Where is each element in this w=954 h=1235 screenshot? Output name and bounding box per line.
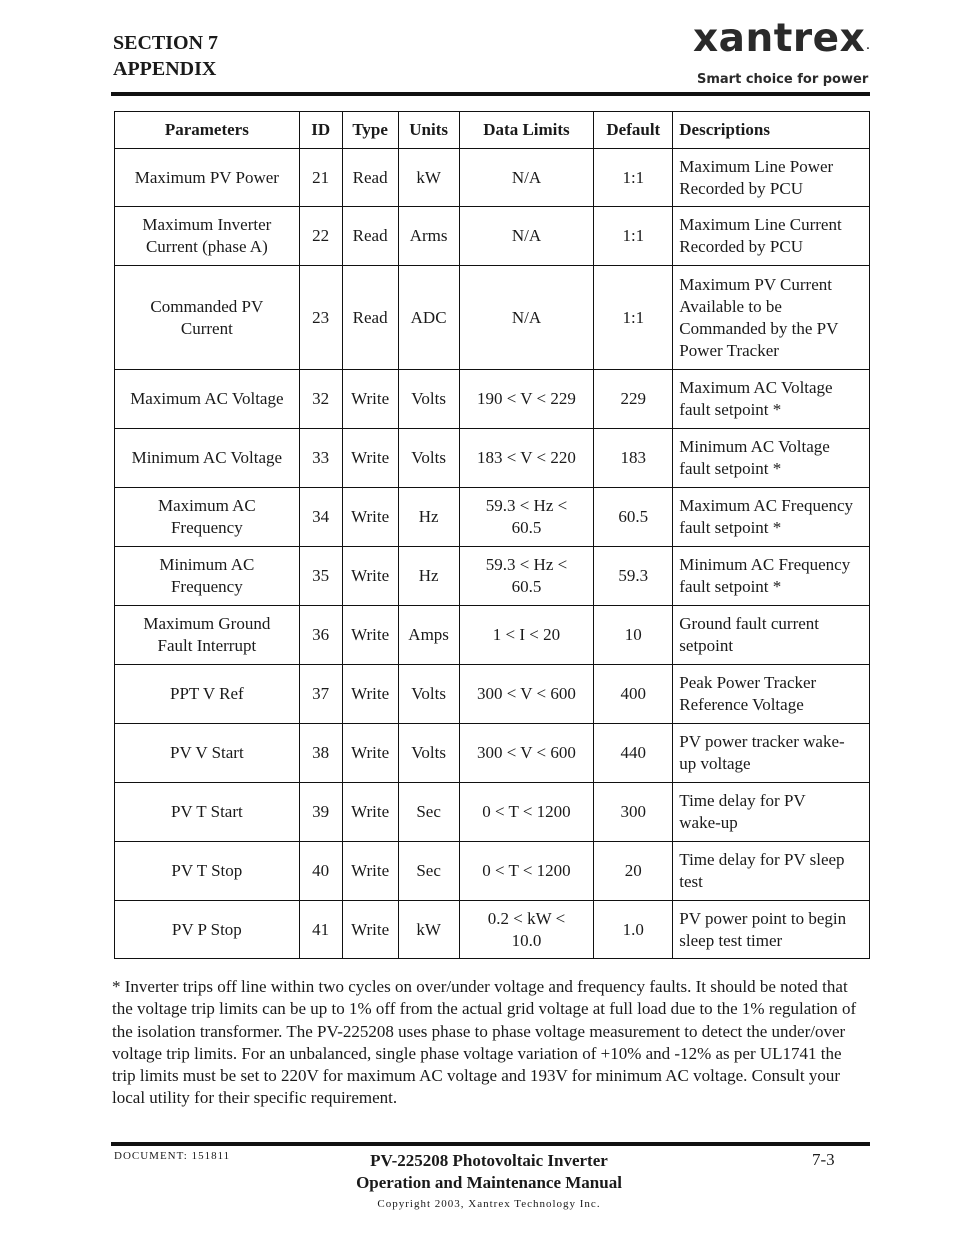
- param-cell-line: PV T Start: [170, 802, 243, 821]
- type-cell: Write: [342, 370, 398, 429]
- description-cell-line: Minimum AC Voltage: [679, 437, 830, 456]
- page-number: 7-3: [812, 1150, 835, 1169]
- data-limits-cell-line: 190 < V < 229: [477, 389, 576, 408]
- units-cell: Volts: [398, 429, 459, 488]
- description-cell-line: Time delay for PV: [679, 791, 806, 810]
- type-cell: Write: [342, 488, 398, 547]
- param-cell-line: Maximum Inverter: [142, 215, 272, 234]
- description-cell-line: Maximum Line Power: [679, 156, 834, 176]
- data-limits-cell: [459, 901, 594, 959]
- id-cell: 22: [299, 207, 342, 266]
- type-cell: Write: [342, 665, 398, 724]
- type-cell: Write: [342, 901, 398, 959]
- units-cell: Sec: [398, 842, 459, 901]
- description-cell: [673, 488, 870, 547]
- description-cell-line: Recorded by PCU: [679, 237, 803, 256]
- description-cell-line: fault setpoint *: [679, 518, 782, 537]
- default-cell: 1:1: [594, 149, 673, 207]
- default-cell: 59.3: [594, 547, 673, 606]
- description-cell-line: test: [679, 872, 703, 891]
- table-row: [115, 207, 870, 266]
- id-cell: 34: [299, 488, 342, 547]
- table-row: [115, 724, 870, 783]
- appendix-title: APPENDIX: [113, 58, 217, 80]
- units-cell: Hz: [398, 488, 459, 547]
- param-cell-line: PV P Stop: [171, 919, 242, 939]
- param-cell-line: Minimum AC: [159, 555, 255, 574]
- param-cell: [115, 842, 300, 901]
- description-cell: [673, 783, 870, 842]
- id-cell: 39: [299, 783, 342, 842]
- table-row: [115, 429, 870, 488]
- data-limits-cell: [459, 149, 594, 207]
- description-cell: [673, 724, 870, 783]
- default-cell: 440: [594, 724, 673, 783]
- data-limits-cell-line: N/A: [511, 226, 542, 245]
- default-cell: 1:1: [594, 207, 673, 266]
- param-cell-line: PPT V Ref: [170, 684, 244, 703]
- param-cell-line: PV T Stop: [171, 861, 243, 880]
- section-title: SECTION 7: [113, 32, 219, 54]
- description-cell: [673, 665, 870, 724]
- description-cell: [673, 266, 870, 370]
- data-limits-cell: [459, 429, 594, 488]
- description-cell-line: setpoint: [679, 636, 734, 655]
- param-cell-line: Maximum Ground: [143, 614, 271, 633]
- param-cell-line: Current (phase A): [145, 237, 268, 256]
- param-cell: [115, 901, 300, 959]
- description-cell: [673, 429, 870, 488]
- description-cell-line: Minimum AC Frequency: [679, 555, 851, 574]
- description-cell-line: fault setpoint *: [679, 459, 782, 478]
- default-cell: 183: [594, 429, 673, 488]
- description-cell: [673, 547, 870, 606]
- table-body: [115, 149, 870, 959]
- data-limits-cell-line: 59.3 < Hz <: [485, 496, 568, 515]
- header-data-limits: Data Limits: [459, 112, 594, 149]
- param-cell: [115, 665, 300, 724]
- type-cell: Write: [342, 842, 398, 901]
- data-limits-cell-line: 10.0: [511, 930, 542, 950]
- table-row: [115, 901, 870, 959]
- data-limits-cell: [459, 724, 594, 783]
- data-limits-cell: [459, 665, 594, 724]
- description-cell-line: Available to be: [679, 296, 782, 316]
- param-cell: [115, 370, 300, 429]
- table-row: [115, 606, 870, 665]
- logo-tagline: Smart choice for power: [697, 72, 869, 87]
- footnote: * Inverter trips off line within two cycles on over/under voltage and frequency faults. It should be noted that the voltage trip limits can be up to 1% off from the actual grid voltage at full load due to the 1% regulation of the isolation transformer. The PV-225208 uses phase to phase voltage measurement to detect the under/over voltage trip limits. For an unbalanced, single phase voltage variation of +10% and -12% as per UL1741 the trip limits must be set to 220V for maximum AC voltage and 193V for minimum AC voltage. Consult your local utility for their specific requirement.: [112, 977, 857, 1108]
- description-cell-line: PV power point to begin: [679, 908, 847, 928]
- param-cell: [115, 547, 300, 606]
- table-header-row: [115, 112, 870, 149]
- param-cell-line: Commanded PV: [150, 296, 264, 316]
- id-cell: 35: [299, 547, 342, 606]
- data-limits-cell: [459, 488, 594, 547]
- description-cell-line: up voltage: [679, 754, 751, 773]
- description-cell: [673, 370, 870, 429]
- header-type: Type: [342, 112, 398, 149]
- header-id: ID: [299, 112, 342, 149]
- data-limits-cell-line: N/A: [511, 167, 542, 187]
- description-cell-line: Peak Power Tracker: [679, 673, 817, 692]
- section-heading: [113, 30, 218, 82]
- table-row: [115, 370, 870, 429]
- table-row: [115, 488, 870, 547]
- default-cell: 400: [594, 665, 673, 724]
- header-rule: [111, 92, 870, 96]
- param-cell-line: Minimum AC Voltage: [131, 448, 283, 467]
- type-cell: Read: [342, 149, 398, 207]
- data-limits-cell: [459, 606, 594, 665]
- description-cell-line: Commanded by the PV: [679, 318, 839, 338]
- description-cell-line: sleep test timer: [679, 930, 783, 950]
- param-cell-line: Maximum AC: [157, 496, 256, 515]
- table-row: [115, 665, 870, 724]
- header-units: Units: [398, 112, 459, 149]
- param-cell: [115, 724, 300, 783]
- param-cell-line: Current: [180, 318, 233, 338]
- description-cell-line: fault setpoint *: [679, 577, 782, 596]
- param-cell-line: Maximum AC Voltage: [130, 389, 284, 408]
- description-cell-line: Time delay for PV sleep: [679, 850, 845, 869]
- type-cell: Write: [342, 429, 398, 488]
- data-limits-cell-line: 300 < V < 600: [477, 684, 576, 703]
- data-limits-cell: [459, 547, 594, 606]
- table-row: [115, 266, 870, 370]
- id-cell: 33: [299, 429, 342, 488]
- description-cell-line: Power Tracker: [679, 340, 779, 360]
- units-cell: Hz: [398, 547, 459, 606]
- param-cell: [115, 149, 300, 207]
- default-cell: 229: [594, 370, 673, 429]
- description-cell-line: Maximum AC Frequency: [679, 496, 854, 515]
- id-cell: 23: [299, 266, 342, 370]
- description-cell-line: Recorded by PCU: [679, 178, 803, 198]
- description-cell: [673, 207, 870, 266]
- data-limits-cell-line: 300 < V < 600: [477, 743, 576, 762]
- data-limits-cell-line: 0 < T < 1200: [482, 802, 571, 821]
- default-cell: 1:1: [594, 266, 673, 370]
- default-cell: 10: [594, 606, 673, 665]
- data-limits-cell: [459, 783, 594, 842]
- description-cell-line: Reference Voltage: [679, 695, 804, 714]
- type-cell: Read: [342, 266, 398, 370]
- data-limits-cell-line: 183 < V < 220: [477, 448, 576, 467]
- table-row: [115, 783, 870, 842]
- units-cell: Volts: [398, 724, 459, 783]
- description-cell-line: Maximum AC Voltage: [679, 378, 833, 397]
- units-cell: Sec: [398, 783, 459, 842]
- table-row: [115, 149, 870, 207]
- param-cell-line: Frequency: [170, 577, 243, 596]
- data-limits-cell: [459, 266, 594, 370]
- header-parameters: Parameters: [115, 112, 300, 149]
- description-cell-line: Maximum Line Current: [679, 215, 842, 234]
- id-cell: 37: [299, 665, 342, 724]
- param-cell-line: Frequency: [170, 518, 243, 537]
- units-cell: Amps: [398, 606, 459, 665]
- id-cell: 32: [299, 370, 342, 429]
- document-number: DOCUMENT: 151811: [114, 1150, 231, 1162]
- description-cell-line: PV power tracker wake-: [679, 732, 845, 751]
- data-limits-cell: [459, 842, 594, 901]
- header-default: Default: [594, 112, 673, 149]
- default-cell: 300: [594, 783, 673, 842]
- table-row: [115, 842, 870, 901]
- description-cell-line: fault setpoint *: [679, 400, 782, 419]
- id-cell: 21: [299, 149, 342, 207]
- xantrex-logo: xantrex. Smart choice for power: [693, 16, 873, 87]
- description-cell: [673, 901, 870, 959]
- type-cell: Write: [342, 547, 398, 606]
- param-cell: [115, 266, 300, 370]
- footer-title-line2: Operation and Maintenance Manual: [356, 1173, 622, 1192]
- units-cell: Volts: [398, 665, 459, 724]
- default-cell: 60.5: [594, 488, 673, 547]
- data-limits-cell-line: 0.2 < kW <: [487, 908, 566, 928]
- units-cell: kW: [398, 149, 459, 207]
- param-cell-line: Maximum PV Power: [134, 167, 279, 187]
- id-cell: 38: [299, 724, 342, 783]
- parameters-table: [114, 111, 870, 959]
- param-cell: [115, 606, 300, 665]
- data-limits-cell-line: 60.5: [511, 518, 542, 537]
- description-cell: [673, 606, 870, 665]
- table-row: [115, 547, 870, 606]
- id-cell: 36: [299, 606, 342, 665]
- footer-title-block: [289, 1150, 689, 1214]
- description-cell-line: Maximum PV Current: [679, 274, 832, 294]
- logo-wordmark: xantrex: [693, 16, 866, 61]
- default-cell: 1.0: [594, 901, 673, 959]
- type-cell: Read: [342, 207, 398, 266]
- units-cell: Arms: [398, 207, 459, 266]
- data-limits-cell-line: 1 < I < 20: [492, 625, 561, 644]
- description-cell-line: wake-up: [679, 813, 738, 832]
- data-limits-cell: [459, 370, 594, 429]
- param-cell-line: PV V Start: [170, 743, 244, 762]
- type-cell: Write: [342, 606, 398, 665]
- param-cell: [115, 207, 300, 266]
- param-cell-line: Fault Interrupt: [157, 636, 257, 655]
- data-limits-cell-line: 60.5: [511, 577, 542, 596]
- header-descriptions: Descriptions: [673, 112, 870, 149]
- param-cell: [115, 429, 300, 488]
- description-cell: [673, 149, 870, 207]
- id-cell: 41: [299, 901, 342, 959]
- type-cell: Write: [342, 783, 398, 842]
- data-limits-cell-line: 0 < T < 1200: [482, 861, 571, 880]
- description-cell-line: Ground fault current: [679, 614, 820, 633]
- footer-title-line1: PV-225208 Photovoltaic Inverter: [370, 1151, 608, 1170]
- type-cell: Write: [342, 724, 398, 783]
- units-cell: kW: [398, 901, 459, 959]
- copyright: Copyright 2003, Xantrex Technology Inc.: [377, 1198, 601, 1210]
- id-cell: 40: [299, 842, 342, 901]
- param-cell: [115, 783, 300, 842]
- footer-rule: [111, 1142, 870, 1146]
- data-limits-cell-line: N/A: [511, 307, 542, 327]
- param-cell: [115, 488, 300, 547]
- default-cell: 20: [594, 842, 673, 901]
- units-cell: ADC: [398, 266, 459, 370]
- units-cell: Volts: [398, 370, 459, 429]
- data-limits-cell-line: 59.3 < Hz <: [485, 555, 568, 574]
- data-limits-cell: [459, 207, 594, 266]
- description-cell: [673, 842, 870, 901]
